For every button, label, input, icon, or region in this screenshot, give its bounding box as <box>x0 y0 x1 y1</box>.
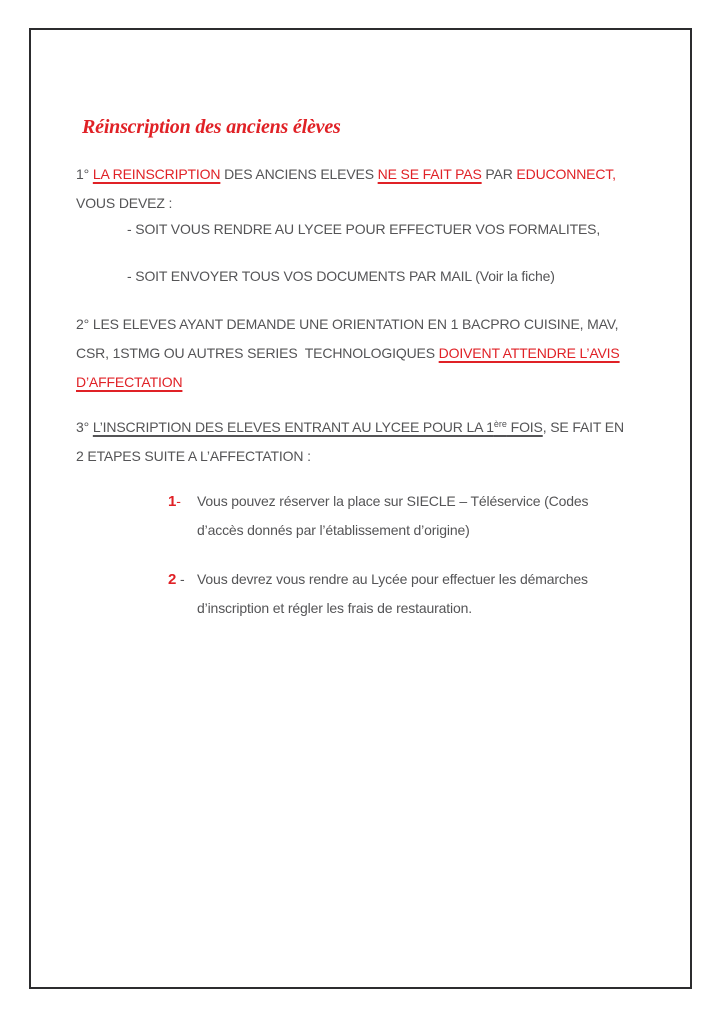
text-segment: , SE FAIT EN <box>542 419 624 435</box>
text-segment: - SOIT ENVOYER TOUS VOS DOCUMENTS PAR MAIL (Voir la fiche) <box>127 268 555 284</box>
text-segment: LA REINSCRIPTION <box>92 166 221 182</box>
text-segment: ère <box>493 419 507 429</box>
text-line <box>76 189 616 218</box>
text-line <box>76 310 620 339</box>
item-marker <box>168 565 197 594</box>
text-segment: 1° <box>76 166 93 182</box>
text-segment: DOIVENT ATTENDRE L’AVIS <box>438 345 620 361</box>
paragraph-p2 <box>76 310 620 397</box>
item-text <box>197 487 588 545</box>
text-segment: NE SE FAIT PAS <box>377 166 482 182</box>
paragraph-dash2 <box>127 262 555 291</box>
text-line: d’accès donnés par l’établissement d’origine) <box>197 522 470 538</box>
document-title: Réinscription des anciens élèves <box>82 116 341 139</box>
text-segment: L’INSCRIPTION DES ELEVES ENTRANT AU LYCEE POUR LA 1 <box>92 419 494 435</box>
text-segment: 3° <box>76 419 93 435</box>
text-segment: 2 ETAPES SUITE A L’AFFECTATION : <box>76 448 311 464</box>
text-segment: PAR <box>481 166 517 182</box>
item-number: 2 <box>168 571 177 588</box>
text-segment: D’AFFECTATION <box>76 374 183 390</box>
text-segment: EDUCONNECT, <box>516 166 616 182</box>
paragraph-p1 <box>76 160 616 218</box>
item-text <box>197 565 588 623</box>
text-segment: CSR, 1STMG OU AUTRES SERIES TECHNOLOGIQUES <box>76 345 439 361</box>
paragraph-dash1 <box>127 215 600 244</box>
numbered-item-1 <box>168 487 588 545</box>
text-line: Vous devrez vous rendre au Lycée pour effectuer les démarches <box>197 571 588 587</box>
item-dash: - <box>176 571 189 587</box>
text-line <box>127 215 600 244</box>
item-dash: - <box>176 493 181 509</box>
text-segment: DES ANCIENS ELEVES <box>220 166 378 182</box>
text-line <box>76 339 620 368</box>
item-marker <box>168 487 197 516</box>
text-line <box>127 262 555 291</box>
text-segment: - SOIT VOUS RENDRE AU LYCEE POUR EFFECTUER VOS FORMALITES, <box>127 221 601 237</box>
text-line <box>76 410 624 442</box>
paragraph-p3 <box>76 410 624 471</box>
text-segment: VOUS DEVEZ : <box>76 195 173 211</box>
text-line <box>76 442 624 471</box>
text-line <box>76 368 620 397</box>
item-number: 1 <box>168 493 177 510</box>
text-line: d’inscription et régler les frais de restauration. <box>197 600 472 616</box>
text-segment: FOIS <box>506 419 543 435</box>
text-segment: 2° LES ELEVES AYANT DEMANDE UNE ORIENTATION EN 1 BACPRO CUISINE, MAV, <box>76 316 619 332</box>
numbered-item-2 <box>168 565 588 623</box>
text-line <box>76 160 616 189</box>
text-line: Vous pouvez réserver la place sur SIECLE – Téléservice (Codes <box>197 493 589 509</box>
